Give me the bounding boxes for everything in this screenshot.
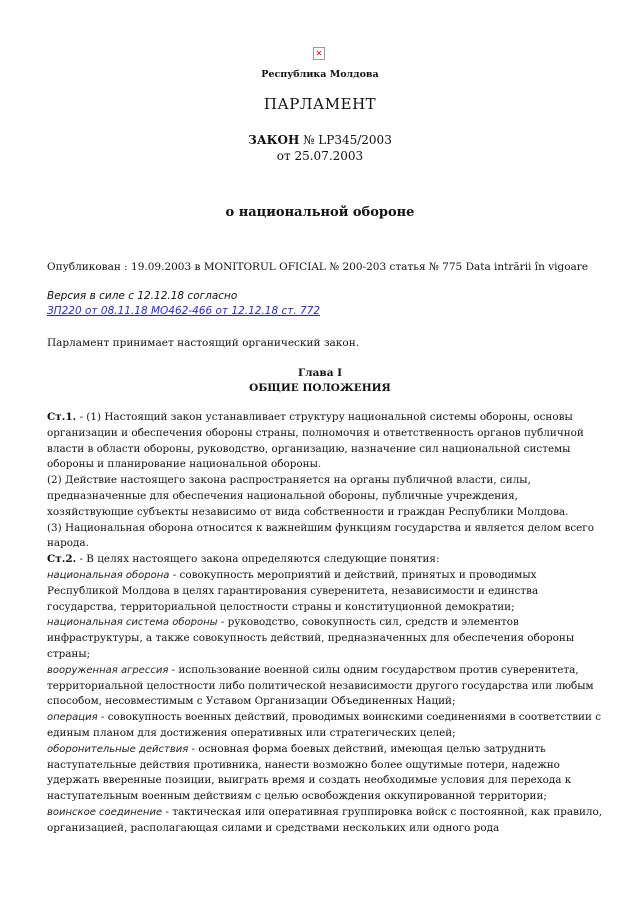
parliament-heading: ПАРЛАМЕНТ — [263, 95, 377, 113]
definition-item: национальная система обороны - руководство, совокупность сил, средств и элементов инфраструктуры, а также совокупность действий, предназначенных для обеспечения обороны страны; — [47, 616, 575, 660]
definition-item: операция - совокупность военных действий, проводимых воинскими соединениями в соответствии с единым планом для достижения оперативных или стратегических целей; — [47, 711, 602, 739]
publication-info: Опубликован : 19.09.2003 в MONITORUL OFICIAL № 200-203 статья № 775 Data intrării în vigoare — [47, 261, 589, 273]
article-1-label: Ст.1. — [47, 411, 77, 423]
republic-name: Республика Молдова — [261, 69, 379, 80]
law-number-value: № LP345/2003 — [299, 133, 392, 147]
definition-item: национальная оборона - совокупность мероприятий и действий, принятых и проводимых Республикой Молдова в целях гарантирования суверенитета, независимости и единства государства, территориальной целостности страны и конституционной демократии; — [47, 568, 539, 613]
article-1-para-3: (3) Национальная оборона относится к важнейшим функциям государства и является делом всего народа. — [47, 521, 594, 550]
definition-term: вооруженная агрессия — [47, 664, 169, 676]
article-1-para-1: Ст.1. - (1) Настоящий закон устанавливает структуру национальной системы обороны, основы организации и обеспечения обороны страны, полномочия и ответственность органов публичной власти в области обороны, руководство, организацию, назначение сил национальной системы обороны и планирование национальной обороны. — [47, 411, 584, 471]
definition-item: оборонительные действия - основная форма боевых действий, имеющая целью затруднить наступательные действия противника, нанести возможно более ощутимые потери, надежно удержать вверенные позиции, выиграть время и создать необходимые условия для перехода к наступательным военным действиям с целью освобождения оккупированной территории; — [47, 742, 572, 803]
definition-term: воинское соединение — [47, 806, 163, 818]
law-title: о национальной обороне — [225, 205, 415, 220]
chapter-number: Глава I — [297, 367, 343, 379]
definition-item: вооруженная агрессия - использование военной силы одним государством против суверенитета, территориальной целостности либо политической независимости другого государства или любым способом, несовместимым с Уставом Организации Объединенных Наций; — [47, 663, 594, 708]
article-2-label: Ст.2. — [47, 553, 77, 566]
definition-term: национальная система обороны — [47, 617, 218, 629]
adoption-statement: Парламент принимает настоящий органический закон. — [47, 337, 360, 349]
broken-image-icon: ✕ — [313, 47, 325, 60]
law-body — [47, 410, 607, 837]
article-2-intro: Ст.2. - В целях настоящего закона определяются следующие понятия: — [47, 553, 440, 566]
law-label: ЗАКОН — [248, 133, 300, 147]
amendment-link[interactable]: ЗП220 от 08.11.18 МО462-466 от 12.12.18 ст. 772 — [47, 305, 321, 317]
definition-term: операция — [47, 712, 98, 724]
law-date: от 25.07.2003 — [276, 149, 364, 163]
definition-term: национальная оборона — [47, 569, 170, 581]
definition-term: оборонительные действия — [47, 743, 189, 755]
definition-item: воинское соединение - тактическая или оперативная группировка войск с постоянной, как правило, организацией, располагающая силами и средствами нескольких или одного рода — [47, 805, 603, 834]
chapter-title: ОБЩИЕ ПОЛОЖЕНИЯ — [249, 382, 391, 394]
article-1-para-2: (2) Действие настоящего закона распространяется на органы публичной власти, силы, предназначенные для обеспечения национальной обороны, публичные учреждения, хозяйствующие субъекты независимо от вида собственности и граждан Республики Молдова. — [47, 474, 569, 518]
version-info: Версия в силе с 12.12.18 согласно — [47, 290, 238, 302]
law-number — [0, 133, 640, 147]
